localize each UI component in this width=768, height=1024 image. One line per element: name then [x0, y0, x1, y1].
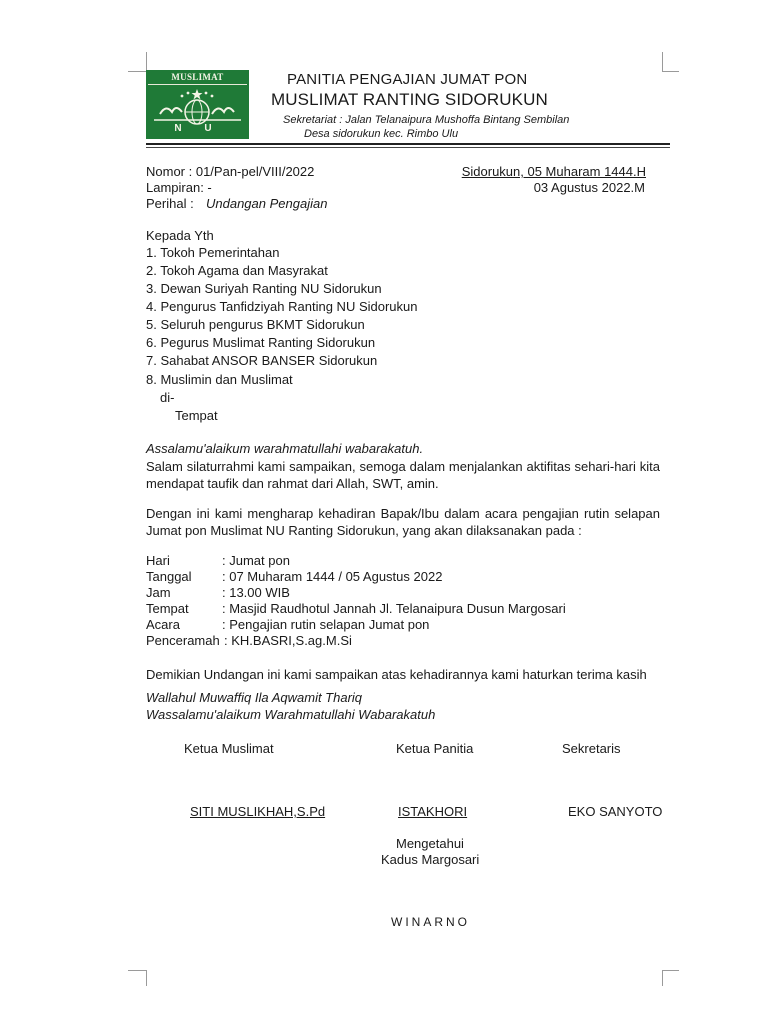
detail-label: Acara	[146, 617, 180, 632]
logo-letters: N U	[174, 123, 222, 134]
recipient-item: 2. Tokoh Agama dan Masyrakat	[146, 263, 328, 278]
header-title-line1: PANITIA PENGAJIAN JUMAT PON	[287, 71, 528, 88]
paragraph-greeting: Salam silaturrahmi kami sampaikan, semoga dalam menjalankan aktifitas sehari-hari kita mendapat taufik dan rahmat dari Allah, SWT, amin.	[146, 459, 660, 491]
crop-mark-top-right-h	[663, 71, 679, 72]
detail-value: : KH.BASRI,S.ag.M.Si	[224, 633, 352, 648]
paragraph-invitation: Dengan ini kami mengharap kehadiran Bapak/Ibu dalam acara pengajian rutin selapan Jumat pon Muslimat NU Ranting Sidorukun, yang akan dilaksanakan pada :	[146, 506, 660, 538]
header-title-line2: MUSLIMAT RANTING SIDORUKUN	[271, 90, 548, 109]
detail-label: Hari	[146, 553, 170, 568]
crop-mark-top-left-h	[128, 71, 146, 72]
recipient-item: 4. Pengurus Tanfidziyah Ranting NU Sidorukun	[146, 299, 418, 314]
header-rule-thin	[146, 147, 670, 148]
closing-statement: Demikian Undangan ini kami sampaikan atas kehadirannya kami haturkan terima kasih	[146, 667, 647, 682]
detail-label: Tempat	[146, 601, 189, 616]
logo-text: MUSLIMAT	[171, 72, 224, 82]
recipient-item: 5. Seluruh pengurus BKMT Sidorukun	[146, 317, 365, 332]
detail-value: : Pengajian rutin selapan Jumat pon	[222, 617, 430, 632]
acknowledgement-label: Mengetahui	[396, 836, 464, 851]
letter-subject-label: Perihal :	[146, 196, 194, 211]
detail-label: Jam	[146, 585, 171, 600]
detail-label: Penceramah	[146, 633, 220, 648]
recipient-greeting: Kepada Yth	[146, 228, 214, 243]
recipient-di: di-	[160, 390, 175, 405]
signature-name-sekretaris: EKO SANYOTO	[568, 804, 663, 819]
crop-mark-bottom-left	[146, 970, 147, 986]
detail-value: : Jumat pon	[222, 553, 290, 568]
crop-mark-top-left	[146, 52, 147, 72]
recipient-item: 7. Sahabat ANSOR BANSER Sidorukun	[146, 353, 378, 368]
detail-value: : 07 Muharam 1444 / 05 Agustus 2022	[222, 569, 443, 584]
signature-name-ketua-muslimat: SITI MUSLIKHAH,S.Pd	[190, 804, 326, 819]
recipient-item: 1. Tokoh Pemerintahan	[146, 245, 280, 260]
header-address-line2: Desa sidorukun kec. Rimbo Ulu	[304, 128, 459, 140]
crop-mark-bottom-right-h	[663, 970, 679, 971]
recipient-place: Tempat	[175, 408, 218, 423]
closing-prayer: Wallahul Muwaffiq Ila Aqwamit Thariq	[146, 690, 363, 705]
closing-salutation: Wassalamu'alaikum Warahmatullahi Wabarakatuh	[146, 707, 436, 722]
acknowledgement-title: Kadus Margosari	[381, 852, 480, 867]
recipient-item: 6. Pegurus Muslimat Ranting Sidorukun	[146, 335, 376, 350]
opening-salutation: Assalamu'alaikum warahmatullahi wabarakatuh.	[146, 441, 424, 456]
crop-mark-bottom-left-h	[128, 970, 146, 971]
header-rule-thick	[146, 143, 670, 145]
acknowledgement-name: WINARNO	[391, 915, 470, 929]
signature-name-ketua-panitia: ISTAKHORI	[398, 804, 468, 819]
crop-mark-top-right	[662, 52, 663, 72]
muslimat-logo	[146, 70, 249, 139]
letter-subject: Undangan Pengajian	[206, 196, 328, 211]
header-address-line1: Sekretariat : Jalan Telanaipura Mushoffa Bintang Sembilan	[283, 114, 570, 126]
letter-date-masehi: 03 Agustus 2022.M	[533, 180, 645, 195]
letter-date-hijri: Sidorukun, 05 Muharam 1444.H	[461, 164, 646, 179]
letter-attachment: Lampiran: -	[146, 180, 212, 195]
signature-title-sekretaris: Sekretaris	[562, 741, 621, 756]
recipient-item: 8. Muslimin dan Muslimat	[146, 372, 293, 387]
crop-mark-bottom-right	[662, 970, 663, 986]
recipient-item: 3. Dewan Suriyah Ranting NU Sidorukun	[146, 281, 382, 296]
signature-title-ketua-panitia: Ketua Panitia	[396, 741, 474, 756]
detail-value: : Masjid Raudhotul Jannah Jl. Telanaipura Dusun Margosari	[222, 601, 566, 616]
letter-number: Nomor : 01/Pan-pel/VIII/2022	[146, 164, 315, 179]
detail-value: : 13.00 WIB	[222, 585, 290, 600]
detail-label: Tanggal	[146, 569, 192, 584]
signature-title-ketua-muslimat: Ketua Muslimat	[184, 741, 274, 756]
